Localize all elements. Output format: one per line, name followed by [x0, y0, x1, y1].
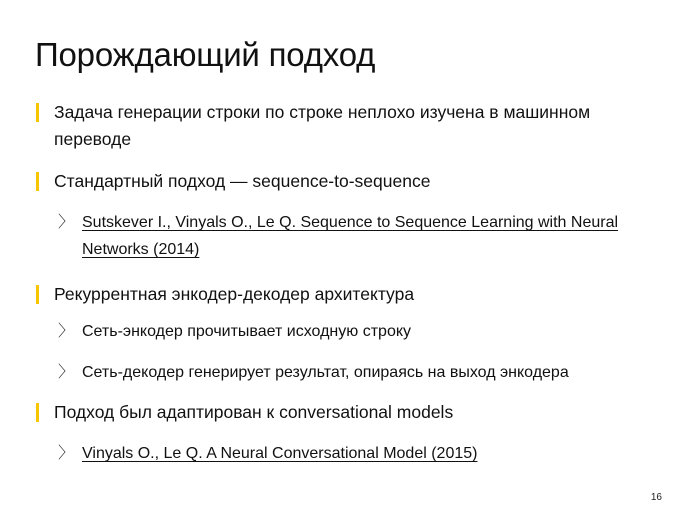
bullet-bar-icon [36, 403, 39, 422]
sub-text: Сеть-декодер генерирует результат, опираясь на выход энкодера [82, 364, 569, 381]
bullet-bar-icon [36, 172, 39, 191]
bullet-bar-icon [36, 285, 39, 304]
sub-item-encoder [58, 318, 668, 345]
bullet-text: Рекуррентная энкодер-декодер архитектура [54, 284, 415, 304]
chevron-right-icon: 〉 [58, 364, 75, 381]
sub-item-vinyals-reference[interactable] [58, 440, 668, 467]
bullet-item-generation-task [36, 99, 666, 153]
bullet-item-encoder-decoder [36, 281, 666, 308]
bullet-text: Подход был адаптирован к conversational models [54, 402, 454, 422]
bullet-item-conversational-models [36, 399, 666, 426]
sub-item-sutskever-reference[interactable] [58, 209, 668, 263]
reference-link-seq2seq[interactable]: Sutskever I., Vinyals O., Le Q. Sequence to Sequence Learning with Neural Networks (2014) [82, 214, 619, 258]
chevron-right-icon: 〉 [58, 214, 75, 231]
page-number: 16 [650, 492, 662, 503]
chevron-right-icon: 〉 [58, 323, 75, 340]
sub-text: Сеть-энкодер прочитывает исходную строку [82, 323, 412, 340]
sub-item-decoder [58, 359, 668, 386]
bullet-text: Стандартный подход — sequence-to-sequence [54, 171, 431, 191]
bullet-bar-icon [36, 103, 39, 122]
reference-link-conversational-model[interactable]: Vinyals O., Le Q. A Neural Conversational Model (2015) [82, 445, 478, 462]
chevron-right-icon: 〉 [58, 445, 75, 462]
bullet-text: Задача генерации строки по строке неплохо изучена в машинном переводе [54, 102, 591, 149]
bullet-item-standard-approach [36, 168, 666, 195]
slide-title: Порождающий подход [35, 36, 376, 73]
